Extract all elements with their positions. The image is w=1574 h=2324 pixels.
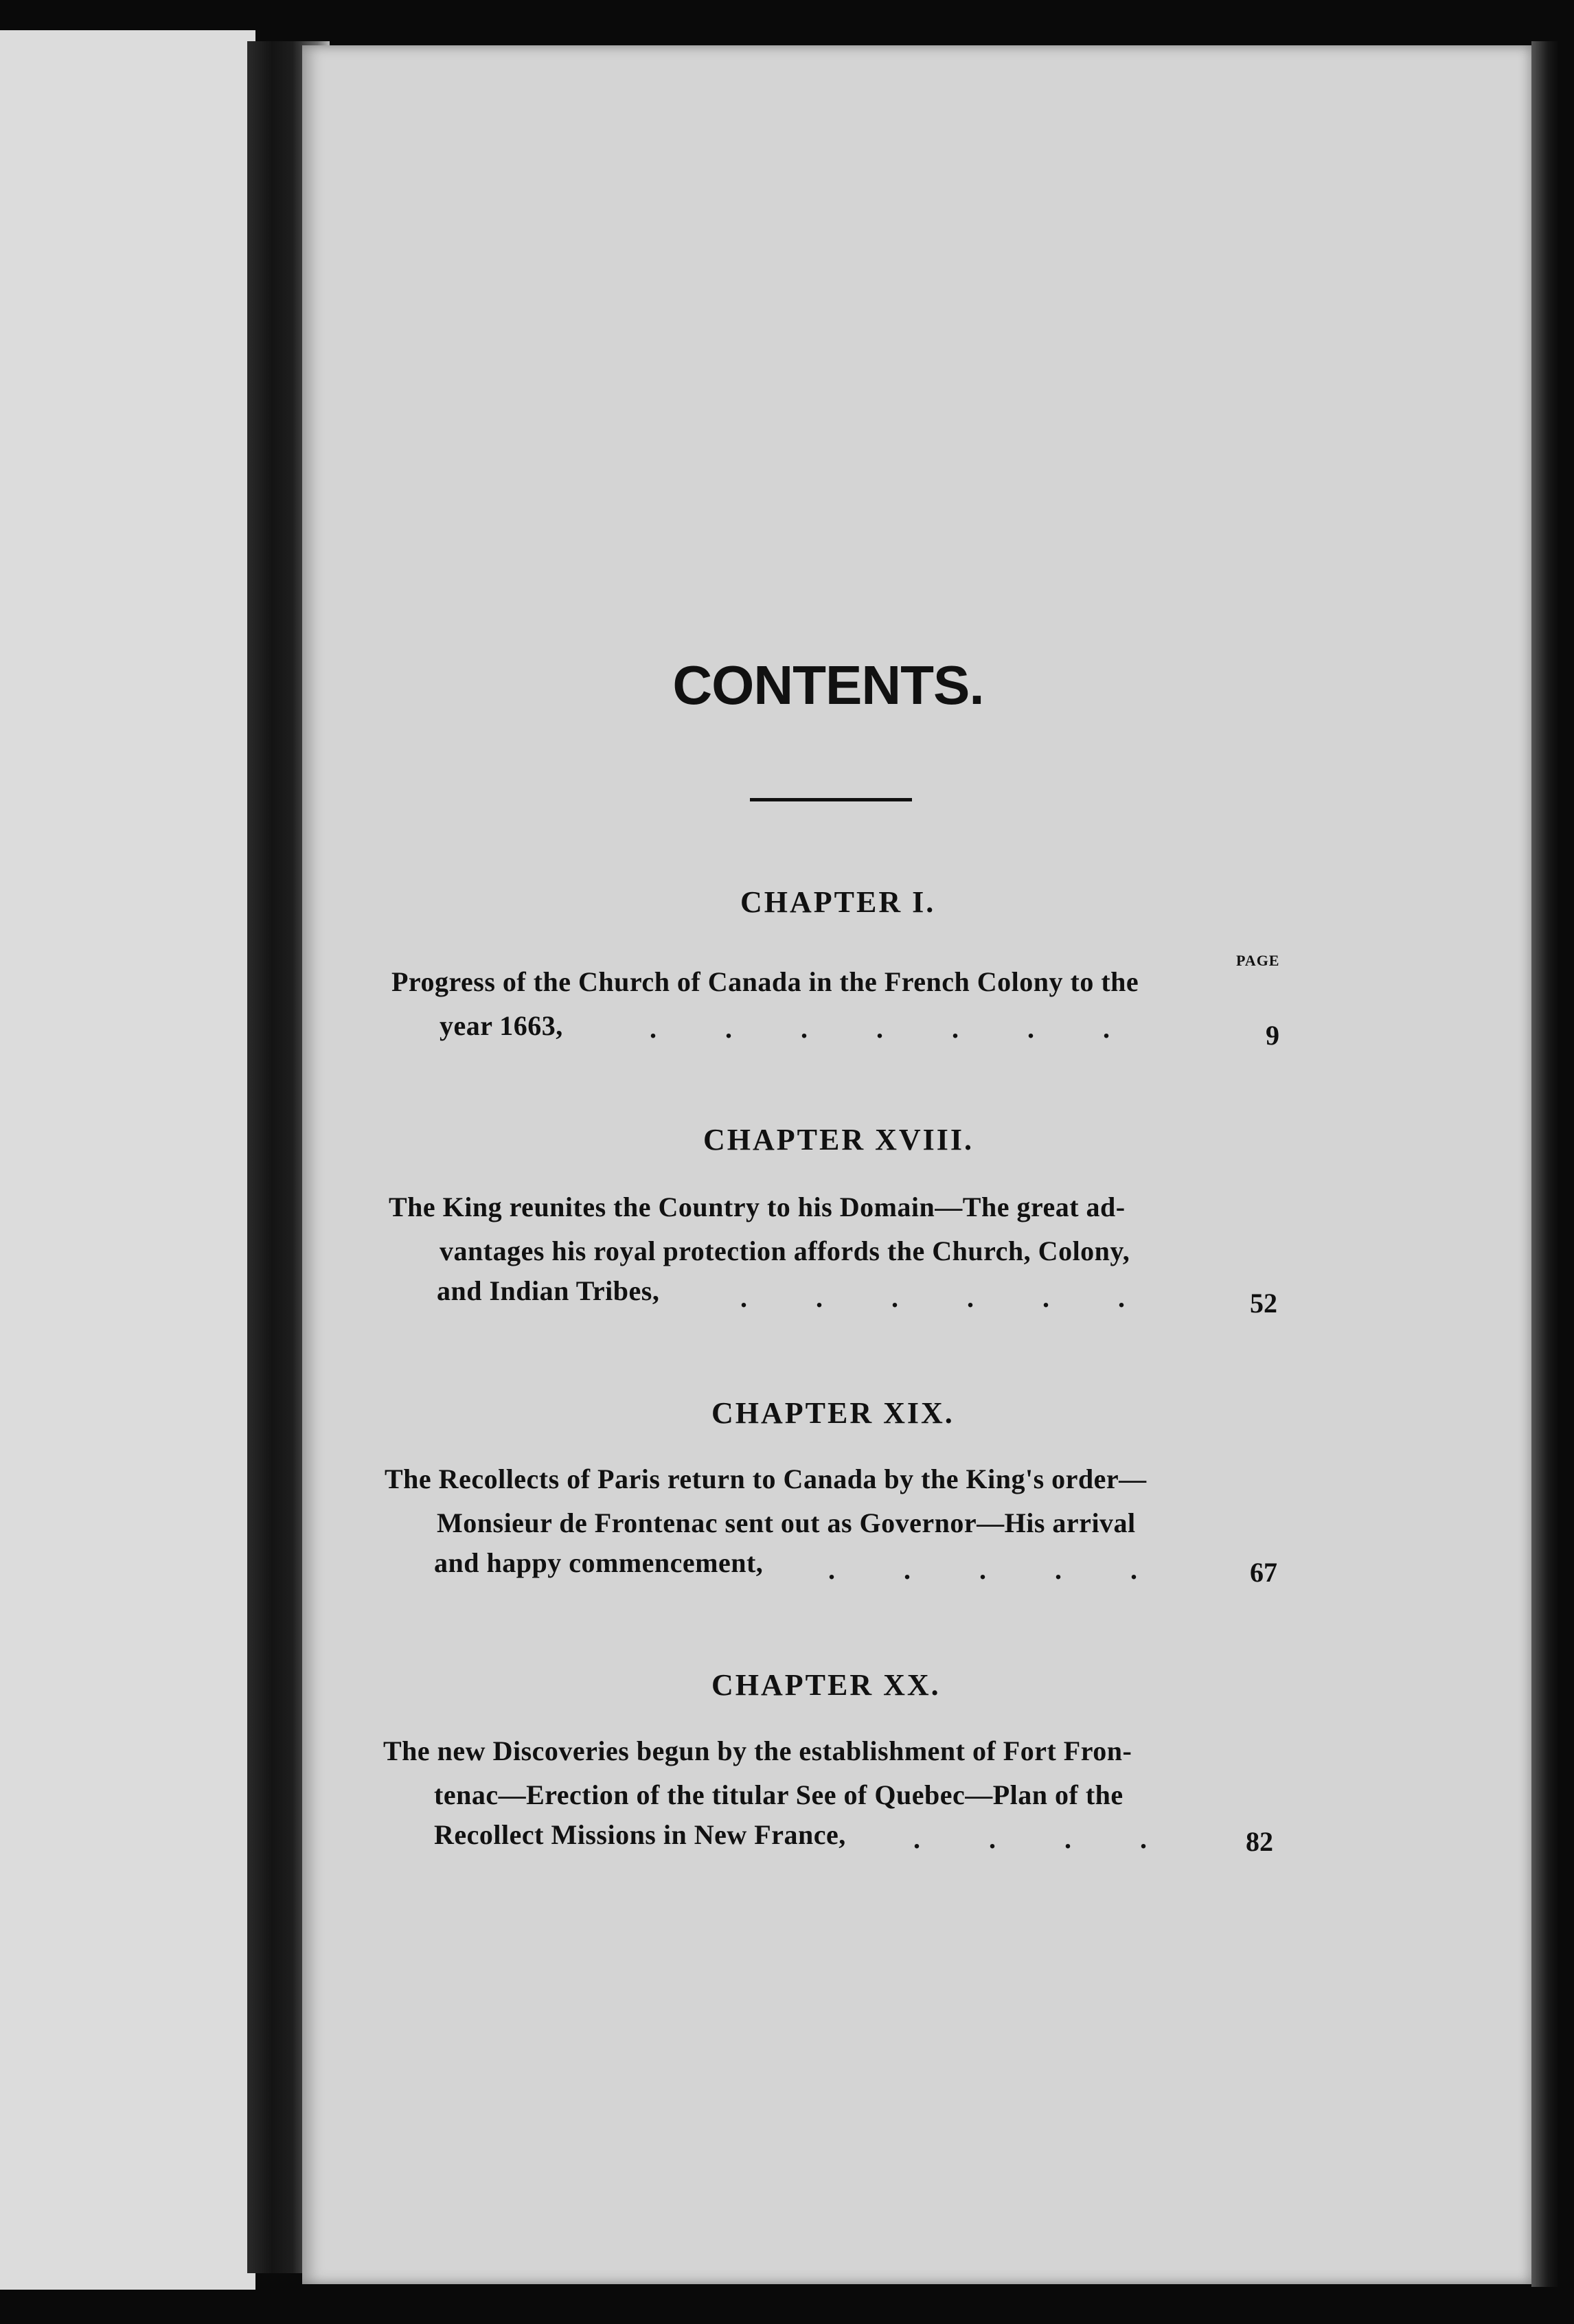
entry-line: Recollect Missions in New France, [434, 1819, 846, 1850]
title-rule-divider [750, 798, 912, 801]
dot-leader: . . . . . [828, 1554, 1137, 1585]
entry-line: The King reunites the Country to his Domain—The great ad- [389, 1192, 1126, 1222]
chapter-heading: CHAPTER XVIII. [703, 1123, 974, 1157]
entry-line: tenac—Erection of the titular See of Quebec—Plan of the [434, 1779, 1124, 1810]
contents-page [302, 45, 1531, 2284]
dot-leader: . . . . [913, 1823, 1147, 1854]
entry-line: The Recollects of Paris return to Canada by the King's order— [385, 1463, 1147, 1494]
chapter-heading: CHAPTER XX. [711, 1668, 941, 1702]
page-right-edge [1531, 41, 1559, 2287]
page-title: CONTENTS. [672, 654, 984, 716]
page-number: 9 [1266, 1020, 1279, 1051]
entry-line: The new Discoveries begun by the establishment of Fort Fron- [383, 1735, 1132, 1766]
chapter-heading: CHAPTER I. [740, 885, 936, 919]
entry-line: and happy commencement, [434, 1547, 764, 1578]
dot-leader: . . . . . . [740, 1282, 1125, 1313]
entry-line: vantages his royal protection affords the Church, Colony, [440, 1235, 1130, 1266]
entry-line: year 1663, [440, 1010, 563, 1041]
entry-line: Monsieur de Frontenac sent out as Governor—His arrival [437, 1507, 1136, 1538]
previous-page-edge [0, 30, 255, 2290]
dot-leader: . . . . . . . [650, 1013, 1110, 1044]
chapter-heading: CHAPTER XIX. [711, 1396, 955, 1430]
entry-line: Progress of the Church of Canada in the French Colony to the [391, 966, 1139, 997]
page-number: 82 [1246, 1826, 1273, 1857]
page-number: 52 [1250, 1288, 1277, 1319]
page-number: 67 [1250, 1557, 1277, 1588]
entry-line: and Indian Tribes, [437, 1275, 660, 1306]
page-column-label: PAGE [1236, 952, 1280, 969]
